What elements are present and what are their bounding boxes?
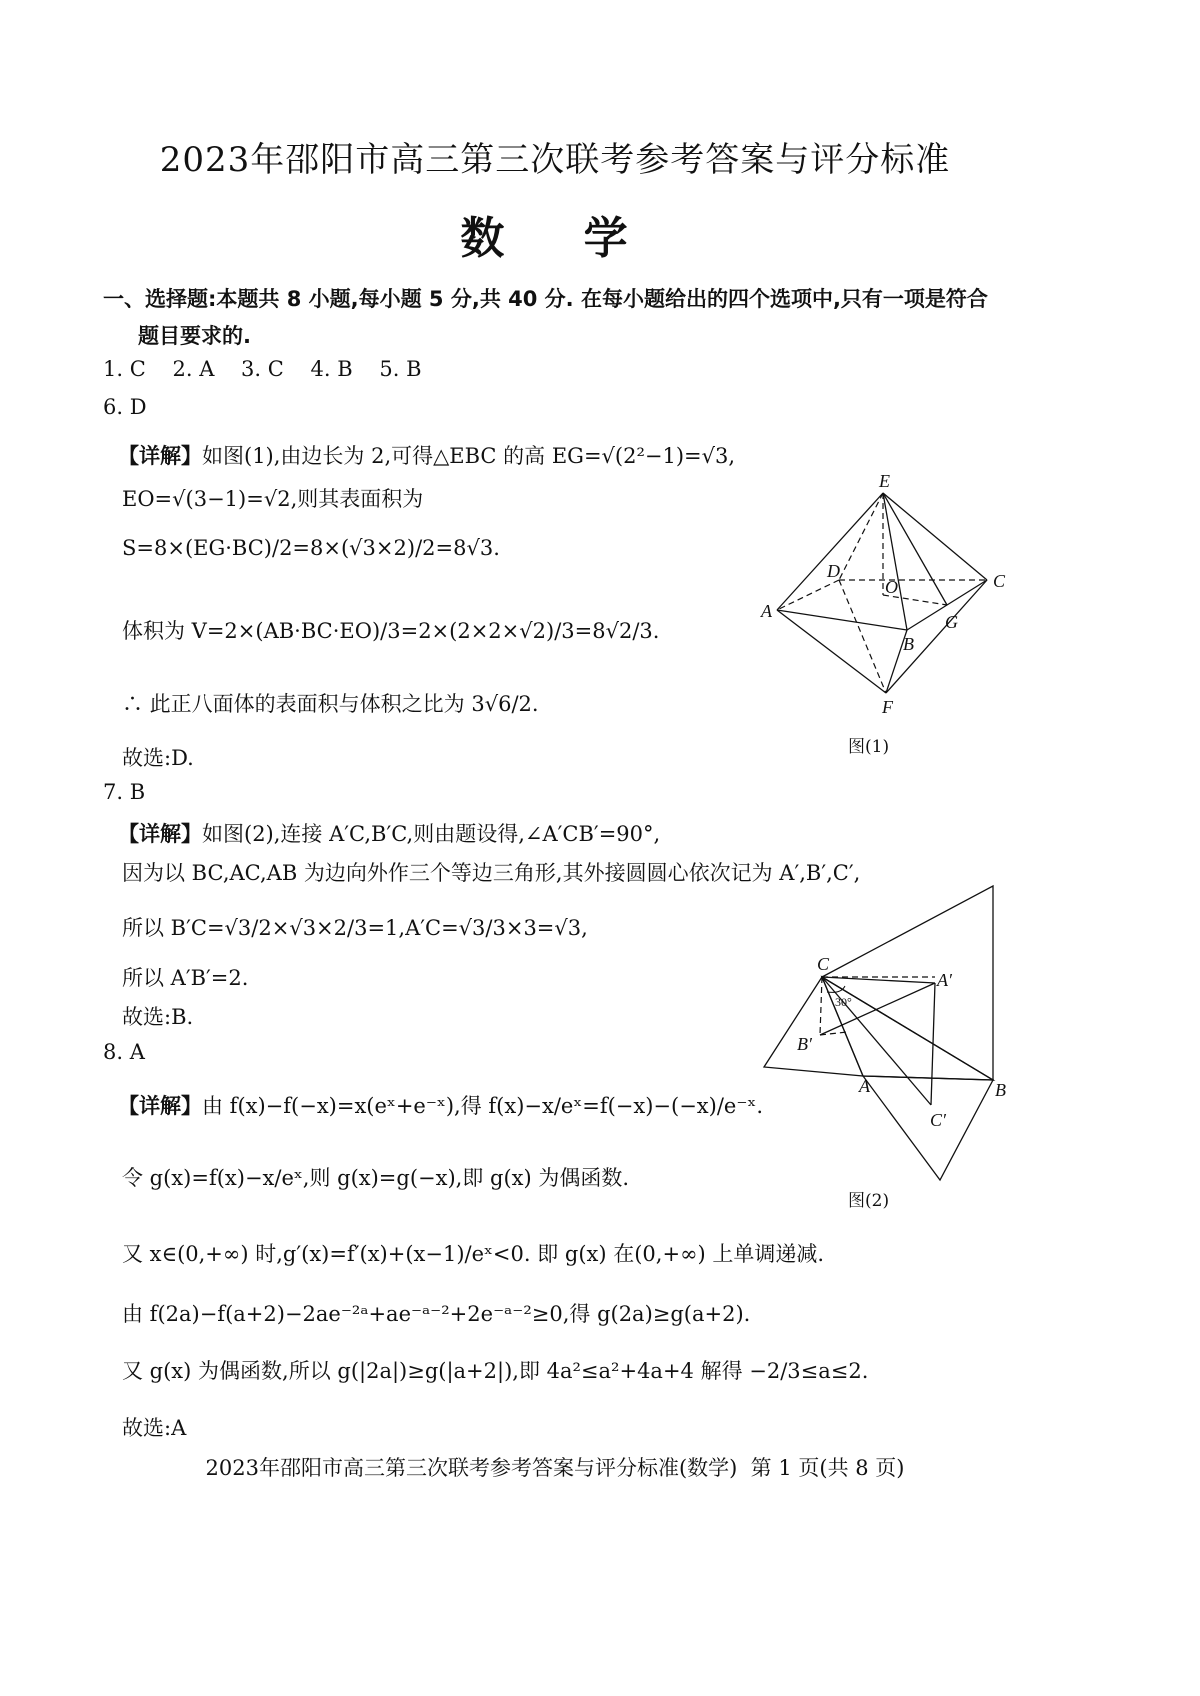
q7-line5: 故选:B. — [122, 1005, 194, 1029]
answer-7: 7. B — [103, 780, 146, 804]
q7-tag: 【详解】 — [118, 822, 202, 846]
answer-6: 6. D — [103, 395, 147, 419]
section-heading-line1: 一、选择题:本题共 8 小题,每小题 5 分,共 40 分. 在每小题给出的四个选项中,只有一项是符合 — [103, 287, 988, 311]
q6-tag: 【详解】 — [118, 444, 202, 468]
section-heading-line2: 题目要求的. — [138, 324, 251, 348]
fig2-label-A: A — [859, 1076, 870, 1096]
fig1-label-E: E — [879, 471, 890, 491]
q8-line4: 由 f(2a)−f(a+2)−2ae⁻²ᵃ+ae⁻ᵃ⁻²+2e⁻ᵃ⁻²≥0,得 g(2a)≥g(a+2). — [122, 1302, 751, 1326]
q8-line5: 又 g(x) 为偶函数,所以 g(|2a|)≥g(|a+2|),即 4a²≤a²+4a+4 解得 −2/3≤a≤2. — [122, 1359, 869, 1383]
q6-line3: S=8×(EG·BC)/2=8×(√3×2)/2=8√3. — [122, 536, 500, 560]
figure-2-triangles — [755, 880, 1025, 1185]
q7-line1 — [118, 818, 660, 848]
q6-line1 — [118, 440, 735, 470]
q8-line1 — [118, 1090, 763, 1120]
q8-line1-text: 由 f(x)−f(−x)=x(eˣ+e⁻ˣ),得 f(x)−x/eˣ=f(−x)−(−x)/e⁻ˣ. — [202, 1094, 764, 1118]
q8-tag: 【详解】 — [118, 1094, 202, 1118]
fig1-label-B: B — [903, 634, 914, 654]
q6-line6: 故选:D. — [122, 746, 194, 770]
q6-line4: 体积为 V=2×(AB·BC·EO)/3=2×(2×2×√2)/3=8√2/3. — [122, 619, 660, 643]
figure-2-caption: 图(2) — [848, 1191, 890, 1211]
fig2-label-B-prime: B′ — [797, 1034, 812, 1054]
answer-8: 8. A — [103, 1040, 145, 1064]
q7-line4: 所以 A′B′=2. — [122, 966, 249, 990]
fig2-label-C: C — [817, 954, 830, 974]
page-footer: 2023年邵阳市高三第三次联考参考答案与评分标准(数学) 第 1 页(共 8 页) — [205, 1456, 905, 1480]
answers-1-5: 1. C 2. A 3. C 4. B 5. B — [103, 357, 422, 381]
subject-title: 数 学 — [460, 213, 660, 264]
q8-line2: 令 g(x)=f(x)−x/eˣ,则 g(x)=g(−x),即 g(x) 为偶函数. — [122, 1166, 630, 1190]
figure-1-octahedron — [755, 465, 1025, 720]
q7-line2: 因为以 BC,AC,AB 为边向外作三个等边三角形,其外接圆圆心依次记为 A′,B′,C′, — [122, 861, 861, 885]
fig1-label-C: C — [993, 571, 1006, 591]
q8-line3: 又 x∈(0,+∞) 时,g′(x)=f′(x)+(x−1)/eˣ<0. 即 g(x) 在(0,+∞) 上单调递减. — [122, 1242, 825, 1266]
page-title: 2023年邵阳市高三第三次联考参考答案与评分标准 — [159, 140, 951, 180]
q6-line5: ∴ 此正八面体的表面积与体积之比为 3√6/2. — [122, 692, 539, 716]
fig1-label-F: F — [882, 697, 893, 717]
fig1-label-D: D — [827, 561, 840, 581]
q6-line2: EO=√(3−1)=√2,则其表面积为 — [122, 487, 424, 511]
q7-line1-text: 如图(2),连接 A′C,B′C,则由题设得,∠A′CB′=90°, — [202, 822, 661, 846]
fig1-label-O: O — [885, 577, 898, 597]
fig2-label-B: B — [995, 1080, 1006, 1100]
q7-line3: 所以 B′C=√3/2×√3×2/3=1,A′C=√3/3×3=√3, — [122, 916, 588, 940]
fig2-angle-label: 30° — [835, 995, 852, 1009]
fig2-label-C-prime: C′ — [930, 1110, 946, 1130]
fig2-label-A-prime: A′ — [937, 970, 952, 990]
fig1-label-G: G — [945, 612, 958, 632]
fig1-label-A: A — [761, 601, 772, 621]
q6-line1-text: 如图(1),由边长为 2,可得△EBC 的高 EG=√(2²−1)=√3, — [202, 444, 736, 468]
q8-line6: 故选:A — [122, 1416, 187, 1440]
figure-1-caption: 图(1) — [848, 737, 890, 757]
